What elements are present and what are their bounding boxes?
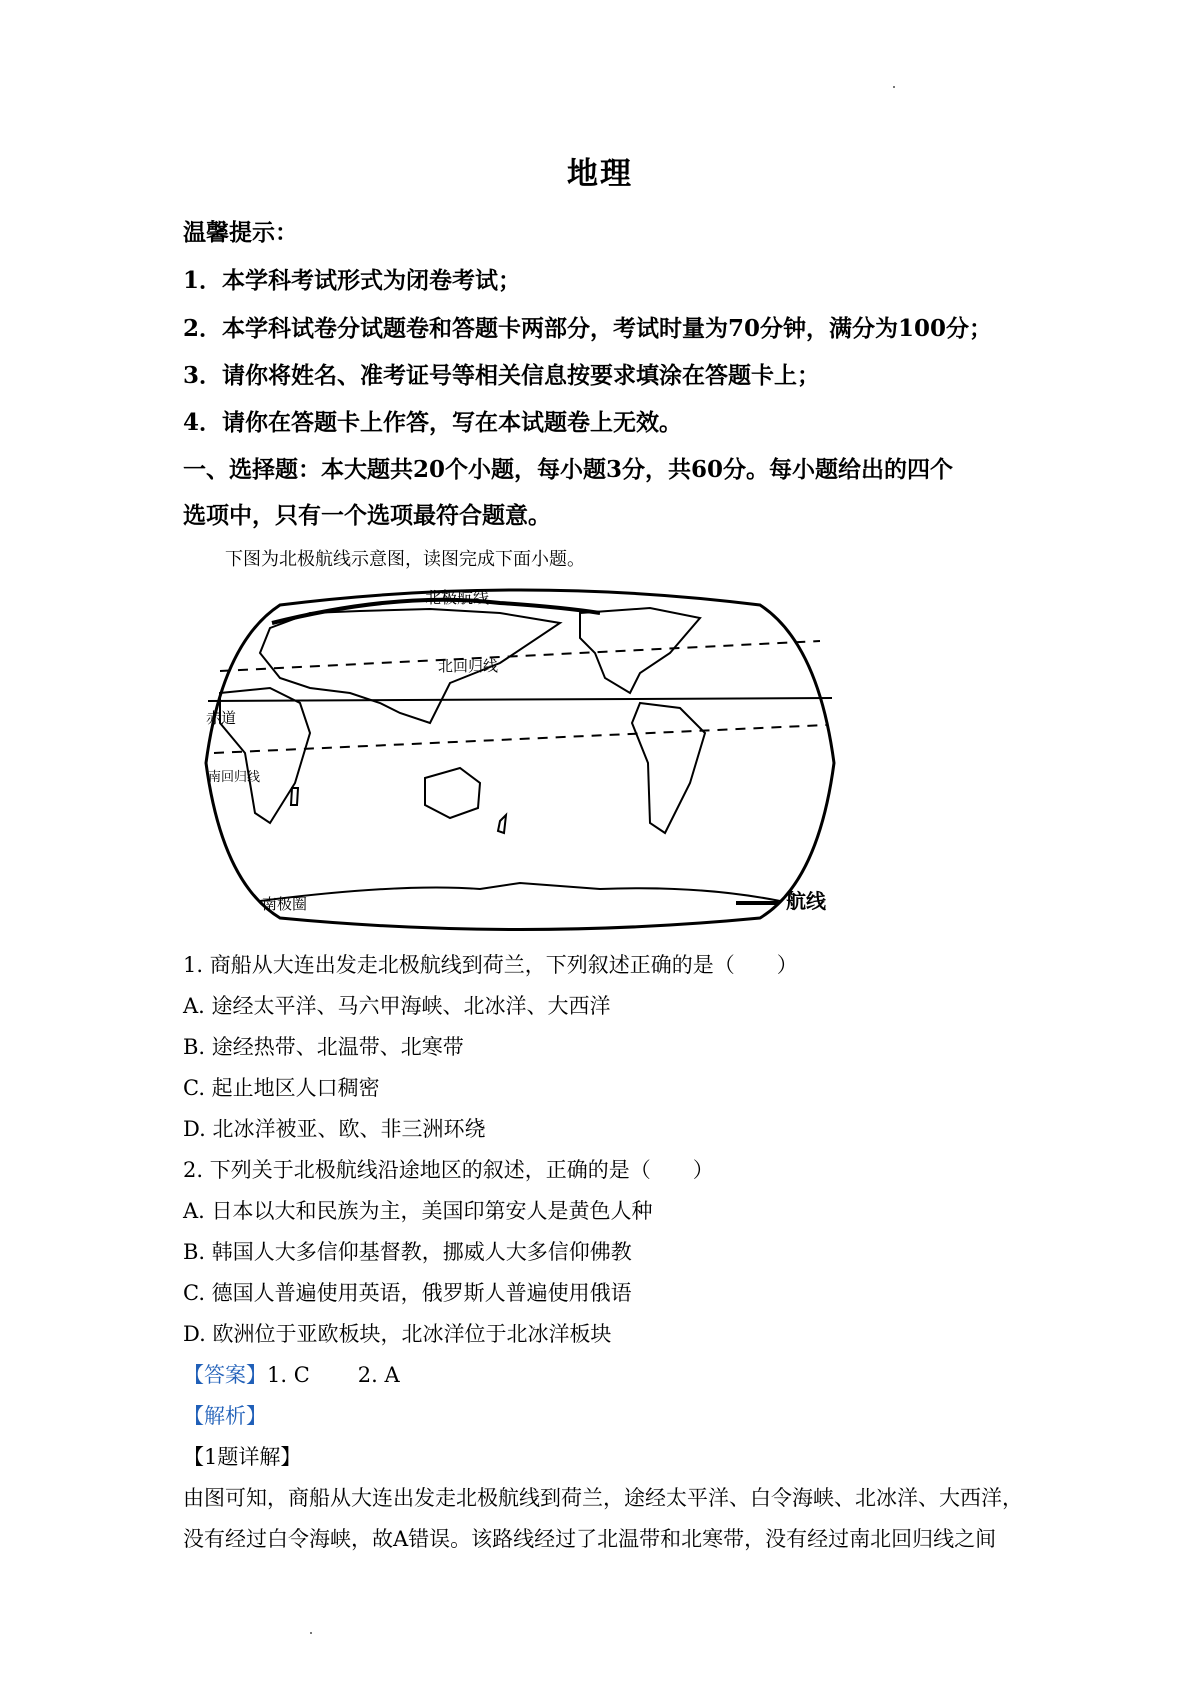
question-1-option-a: A. 途经太平洋、马六甲海峡、北冰洋、大西洋: [183, 994, 611, 1018]
question-2-option-c: C. 德国人普遍使用英语，俄罗斯人普遍使用俄语: [183, 1281, 632, 1305]
question-1-stem: 1. 商船从大连出发走北极航线到荷兰，下列叙述正确的是（ ）: [183, 953, 798, 977]
label-antarctic-circle: 南极圈: [262, 895, 308, 913]
question-1-option-b: B. 途经热带、北温带、北寒带: [183, 1035, 464, 1059]
label-equator: 赤道: [206, 709, 237, 727]
question-2-option-b: B. 韩国人大多信仰基督教，挪威人大多信仰佛教: [183, 1240, 632, 1264]
question-2-stem: 2. 下列关于北极航线沿途地区的叙述，正确的是（ ）: [183, 1158, 714, 1182]
tip-item-3: 3．请你将姓名、准考证号等相关信息按要求填涂在答题卡上；: [183, 362, 821, 389]
answer-2: 2. A: [357, 1363, 400, 1387]
legend-route-swatch: [736, 901, 778, 905]
page-title: 地理: [567, 156, 633, 192]
analysis-detail-label: 【1题详解】: [183, 1445, 302, 1469]
tip-item-1: 1．本学科考试形式为闭卷考试；: [183, 267, 522, 294]
tips-heading: 温馨提示：: [183, 219, 298, 246]
section-heading-line2: 选项中，只有一个选项最符合题意。: [183, 502, 551, 529]
scan-speck-bottom: [310, 1632, 312, 1634]
question-2-option-a: A. 日本以大和民族为主，美国印第安人是黄色人种: [183, 1199, 653, 1223]
tip-item-4: 4．请你在答题卡上作答，写在本试题卷上无效。: [183, 409, 683, 436]
section-heading-line1: 一、选择题：本大题共20个小题，每小题3分，共60分。每小题给出的四个: [183, 456, 954, 483]
analysis-label: 【解析】: [183, 1404, 267, 1428]
map-frame: [206, 590, 834, 930]
tip-item-2: 2．本学科试卷分试题卷和答题卡两部分，考试时量为70分钟，满分为100分；: [183, 315, 993, 342]
question-2-option-d: D. 欧洲位于亚欧板块，北冰洋位于北冰洋板块: [183, 1322, 612, 1346]
analysis-text-line1: 由图可知，商船从大连出发走北极航线到荷兰，途经太平洋、白令海峡、北冰洋、大西洋，: [183, 1486, 1023, 1510]
analysis-text-line2: 没有经过白令海峡，故A错误。该路线经过了北温带和北寒带，没有经过南北回归线之间: [183, 1527, 997, 1551]
question-1-option-c: C. 起止地区人口稠密: [183, 1076, 380, 1100]
label-tropic-of-capricorn: 南回归线: [208, 770, 261, 785]
label-tropic-of-cancer: 北回归线: [438, 657, 499, 675]
map-intro: 下图为北极航线示意图，读图完成下面小题。: [225, 549, 585, 570]
answer-row: [183, 1359, 400, 1389]
legend-route-label: 航线: [786, 889, 826, 913]
question-1-option-d: D. 北冰洋被亚、欧、非三洲环绕: [183, 1117, 486, 1141]
scan-speck: [893, 86, 895, 88]
answer-1: 1. C: [267, 1363, 310, 1387]
arctic-route-map: [200, 583, 840, 933]
answer-label: 【答案】: [183, 1363, 267, 1387]
label-arctic-route: 北极航线: [425, 588, 490, 607]
